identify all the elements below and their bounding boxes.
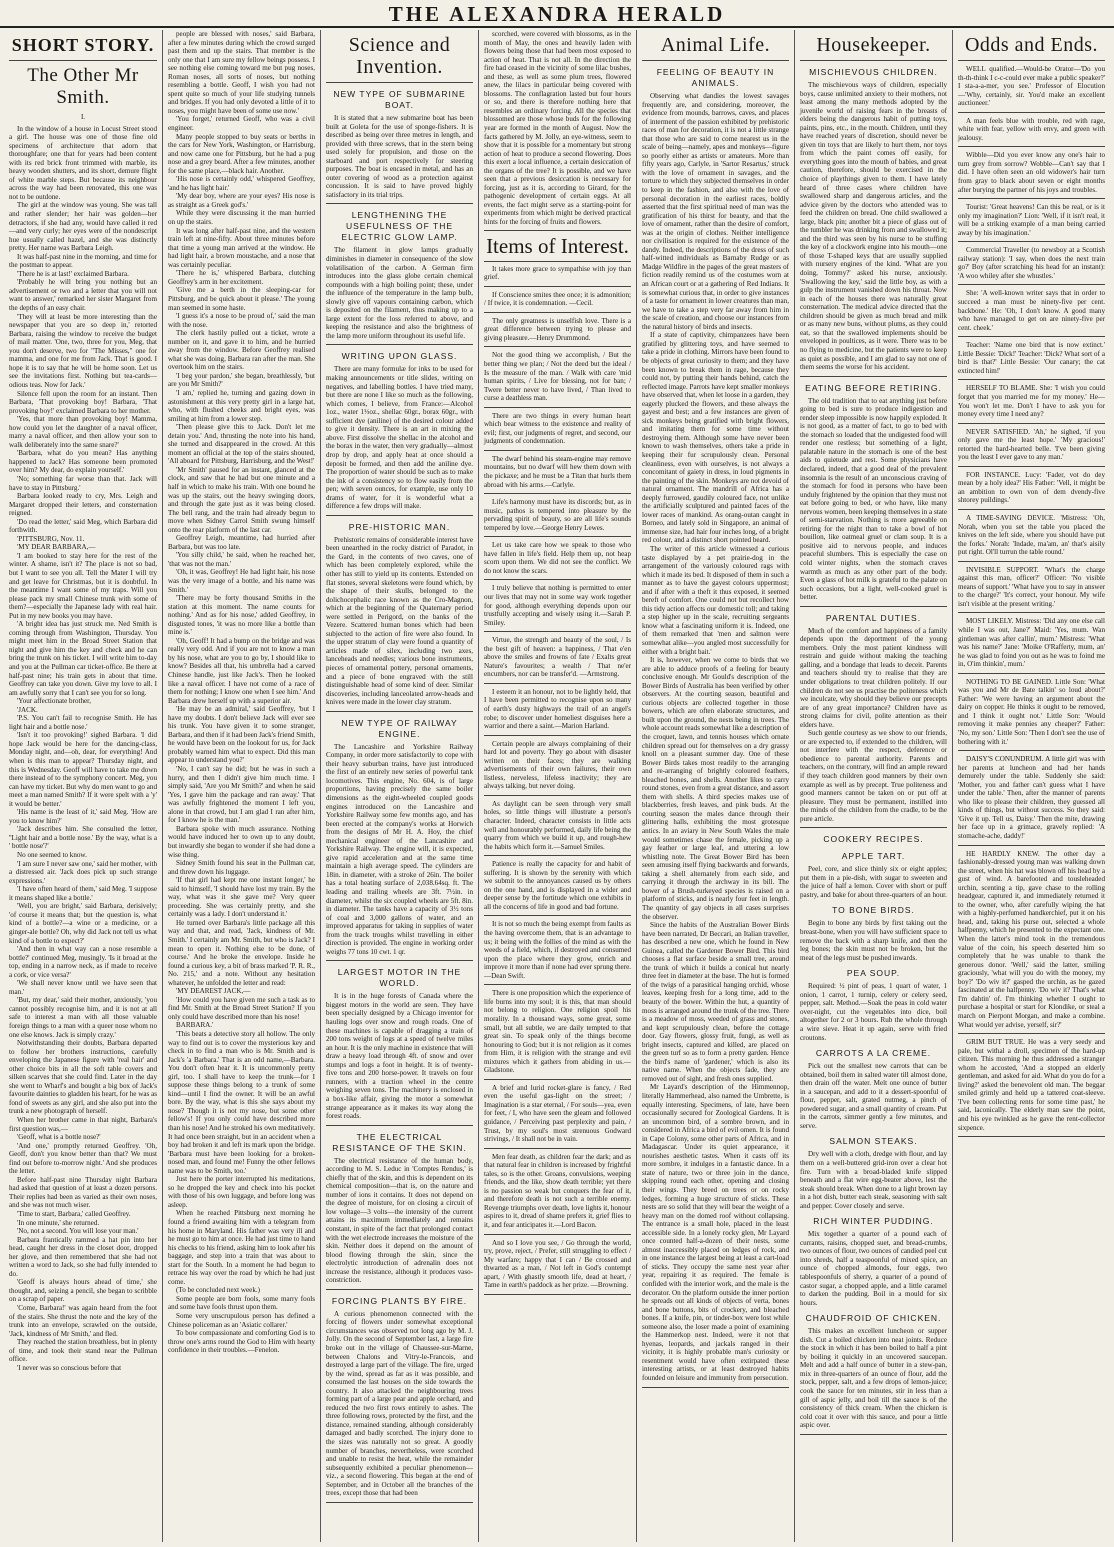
item-paragraph: There are two things in every human heart which bear witness to the existence and reality of evil; first, our judgments of regret, and second, our judgments of condemnation.: [484, 411, 631, 446]
divider: [958, 1033, 1105, 1034]
animal-articles: [642, 67, 789, 1388]
story-paragraph: When her brother came in that night, Barbara's first question was,—: [9, 1115, 157, 1133]
divider: [326, 960, 473, 961]
divider: [326, 203, 473, 204]
recipe-title: CHAUDFROID OF CHICKEN.: [805, 1313, 942, 1324]
joke-item: HE HARDLY KNEW. The other day a fashionably-dressed young man was walking down the street, when his hat was blown off his head by a gust of wind. A barefooted and tousleheaded urchin, scenting a tip, gave chase to the rolling headgear, captured it, and immediately returned it to the owner, who, after carefully wiping the hat with a highly-perfumed handkerchief, put it on his head, and, taking his purse out, selected a whole halfpenny, which he presented to the expectant one. When the latter's mind took in the tremendous value of the coin, his speech deserted him so completely that he was unable to thank the generous donor. 'Well,' said the latter, smiling graciously, 'what will you do with the money, my boy?' 'Do wiv it?' gasped the urchin, as he gazed fascinated at the halfpenny. 'Do wiv it? That's what I'm dahtin' of. I'm thinking whether I ought to purchase a hospital or start for Klondike, or steal a march on Pierpont Morgan, and make a combine. What would yer advise, yerself, sir?': [958, 849, 1105, 1029]
divider: [484, 735, 631, 736]
newspaper-page: [4, 30, 1110, 1542]
story-paragraph: Barbara looked ready to cry, Mrs. Leigh and Margaret dropped their letters, and consternation reigned.: [9, 492, 157, 518]
recipe-title: CARROTS A LA CREME.: [815, 1048, 932, 1059]
divider: [958, 336, 1105, 337]
story-paragraph: 'I am,' replied he, turning and gazing down in astonishment at this very pretty girl in a large hat, who, with flushed cheeks and bright eyes, was smiling at him from a lower step.: [168, 388, 315, 423]
article-title: FORCING PLANTS BY FIRE.: [331, 1295, 468, 1306]
story-paragraph: 'Isn't it too provoking!' sighed Barbara. 'I did hope Jack would be here for the dancing-class, Monday night, and—oh, dear, for everything! And when is this man to appear? Thursday night, and this is Wednesday. Geoff will have to take me down there instead of to the symphony concert. Meg, you can have my ticket. But why do men want to go and meet a man named Smith? If it were spelt with a 'y' it would be better.': [9, 731, 157, 808]
story-paragraph: 'Then please give this to Jack. Don't let me detain you.' And, thrusting the note into his hand, she turned and disappeared in the crowd. At this moment an official at the top of the stairs shouted, 'All aboard for Pittsburg, Harrisburg, and the West!': [168, 423, 315, 466]
story-paragraph: Some people are born fools, some marry fools and some have fools thrust upon them.: [168, 1294, 315, 1312]
story-paragraph: Just here the porter interrupted his meditations, so he dropped the key and check into his pocket with those of his own luggage, and before long was asleep.: [168, 1175, 315, 1209]
newspaper-title: THE ALEXANDRA HERALD: [388, 2, 726, 26]
story-paragraph: 'Your affectionate brother,: [17, 697, 92, 706]
story-paragraph: To bow compassionate and comforting God is to throw one's arms round the God to Him with hearty confidence in their troubles.—Fenelon.: [168, 1329, 315, 1355]
recipe-text: This makes an excellent luncheon or supper dish. Cut a boiled chicken into neat joints. Reduce the stock in which it has been boiled to half a pint by boiling it quickly in an uncovered saucepan. Melt and add a half ounce of butter in a stew-pan, mix in three-quarters of an ounce of flour, add the stock, pepper, salt, and a few drops of lemon-juice; cook the sauce for ten minutes, stir in less than a gill of aspic jelly, and boil till the sauce is of the consistency of thick cream. When the chicken is cold coat it over with this sauce, and pour a little aspic over.: [800, 1327, 947, 1430]
recipe-text: Dry well with a cloth, dredge with flour, and lay them on a well-buttered grid-iron over a clear hot fire. Turn with a broad-bladed knife slipped beneath and a flat wire egg-beater above, lest the steak should break. When done to a light brown lay in a hot dish, butter each steak, seasoning with salt and pepper. Cover closely and serve.: [800, 1150, 947, 1210]
article-paragraph: The Lancashire and Yorkshire Railway Company, in order more satisfactorily to cope with their heavy suburban trains, have just introduced the first of an entirely new series of powerful tank locomotives. This engine, No. 604, is of large proportions, having precisely the same boiler dimensions as the eight-wheeled coupled goods engines introduced on the Lancashire and Yorkshire Railway some few months ago, and has been erected at the company's works at Horwich from the designs of Mr H. A. Hoy, the chief mechanical engineer of the Lancashire and Yorkshire Railway. The engine will, it is expected, give rapid acceleration and at the same time maintain a high average speed. The cylinders are 18in. in diameter, with a stroke of 26in. The boiler has a total heating surface of 2,038.64sq. ft. The leading and trailing wheels are 3ft. 7½in. in diameter, whilst the six coupled wheels are 5ft. 8in. in diameter. The tanks have a capacity of 3½ tons of coal and 3,000 gallons of water, and an improved apparatus for taking in supplies of water from the track troughs whilst travelling in either direction is provided. The engine in working order weighs 77 tons 10 cwt. 1 qr.: [326, 742, 473, 956]
divider: [958, 673, 1105, 674]
divider: [800, 606, 947, 607]
story-paragraph: Barbara frantically rammed a hat pin into her head, caught her dress in the closet door, dropped her glove, and then remembered that she had not written a word to Jack, so she had fully intended to do.: [9, 1235, 157, 1278]
story-paragraph: Sidney Smith found his seat in the Pullman car, and threw down his luggage.: [168, 859, 315, 876]
divider: [958, 112, 1105, 113]
article-paragraph: It is in the huge forests of Canada where the biggest motors in the world are seen. They have been specially designed by a Chicago inventor for hauling logs over snow and rough roads. One of these machines is capable of dragging a train of 200 tons weight of logs at a speed of twelve miles an hour. It is the only machine in existence that will draw a heavy load through 4ft. of snow and over stumps and logs a foot in height. It is of twenty-five tons and 200 horse-power. It travels on four runners, with a traction wheel in the centre weighing seven tons. The machinery is enclosed in a box-like affair, giving the motor a somewhat strange appearance as it makes its way along the forest roads.: [326, 992, 473, 1121]
odds-items: [958, 65, 1105, 1137]
story-paragraph: Notwithstanding their doubts, Barbara departed to follow her brothers instructions, carefully enveloping the Japanese figure with 'real hair' and other choice bits in all the soft table covers and silken scarves that she could find. Later in the day she went to Wharf's and bought a big box of Jack's favourite dainties to gladden his heart, for he was as fond of sweets as any girl, and she also put into the trunk a new photograph of herself.: [9, 1039, 157, 1116]
divider: [958, 509, 1105, 510]
recipe-text: Mix together a quarter of a pound each of currants, raisins, chopped suet, and bread-crumbs, two ounces of flour, two ounces of candied peel cut into shreds, half a teaspoonful of mixed spice, an ounce of chopped almonds, four eggs, two tablespoonfuls of sherry, a quarter of a pound of castor sugar, a chopped apple, and a little caramel to darken the pudding. Boil in a mould for six hours.: [800, 1230, 947, 1307]
story-paragraph: 'In one minute,' she returned.: [17, 1218, 100, 1227]
recipe-title: RICH WINTER PUDDING.: [813, 1216, 934, 1227]
divider: [326, 1125, 473, 1126]
section-heading: Science and Invention.: [348, 34, 451, 78]
item-paragraph: Not the good thing we accomplish, / But the better thing we plan; / Not the deed but the ideal / Is the measure of the man. / Walk with care 'mid human spirits, / Live for blessing, not for ban; / Twere better never to have lived, / Than lived to curse a deathless man.: [484, 351, 631, 403]
story-title: The Other Mr Smith.: [27, 65, 139, 108]
divider: [326, 344, 473, 345]
recipe-text: Peel, core, and slice thinly six or eight apples; put them in a pie-dish, with sugar to sweeten and the juice of half a lemon. Cover with short or puff pastry, and bake for about three-quarters of an hour.: [800, 865, 947, 899]
story-paragraph: 'His name is the least of it,' said Meg. 'How are you to know him?': [9, 808, 157, 825]
story-paragraph: 'You forget,' returned Geoff, who was a civil engineer.: [168, 115, 315, 133]
story-paragraph: 'I have often heard of them,' said Meg. 'I suppose it means shaped like a bottle.': [9, 885, 157, 902]
divider: [484, 493, 631, 494]
story-paragraph: people are blessed with noses,' said Barbara, after a few minutes during which the crowd surged past them and up the stairs. That member is the only one that I am sure my fellow beings possess. I see nothing else coming toward me but pug noses, Roman noses, all sorts of noses, but nothing resembling a bottle. Geoff, I wish you had not spent quite so much of your life studying tunnels and bridges. If you had only devoted a little of it to noses, you might have been of some use now.': [168, 30, 315, 115]
article-paragraph: It is, however, when we come to birds that we are able to adduce proofs of a feeling for beauty conclusive enough. Mr Gould's description of the Bower Birds of Australia has been verified by other observers. At the courting season, beautiful and curious objects are collected together in those bowers, which are often elaborate structures, and built upon the ground, the nests being in trees. The whole account reads somewhat like a description of the croquet, lawn, and tennis houses which ornate children spread out for themselves on a dry grassy knoll on a pleasant summer day. One of these Bower Birds takes most readily to the arranging and re-arranging of brightly coloured feathers, bleached bones, and shells. Another likes to carry round stones, even from a great distance, and assort them with shells. A third species makes use of blackberries, fresh leaves, and pink buds. At the courting season the males dance through their glittering halls, exhibiting the most grotesque antics. In an aviary in New South Wales the male would sometimes chase the female, picking up a gay feather or large leaf, and uttering a low whistling note. The Great Bower Bird has been seen amusing itself flying backwards and forwards, taking a shell alternately from each side, and carrying it through the archway in its bill. The bower of a Brush-turkeyed species is raised on a platform of sticks, and is nearly four feet in length. The quantity of gay objects in all cases surprises the observer.: [642, 656, 789, 921]
article-title: THE ELECTRICAL RESISTANCE OF THE SKIN.: [332, 1131, 467, 1153]
story-paragraph: Barbara spoke with much assurance. Nothing would have induced her to own up to any doubt, but inwardly she began to wonder if she had done a wise thing.: [168, 824, 315, 859]
recipe-title: TO BONE BIRDS.: [832, 905, 915, 916]
item-paragraph: As daylight can be seen through very small holes, so little things will illustrate a person's character. Indeed, character consists in little acts well and honourably performed, daily life being the quarry from which we build it up, and rough-hew the habits which form it.—Samuel Smiles.: [484, 799, 631, 851]
story-paragraph: 'I never was so conscious before that: [17, 1363, 122, 1372]
story-paragraph: 'Oh, it was, Geoffrey! He had light hair, his nose was the very image of a bottle, and his name was Smith.': [168, 568, 315, 594]
item-paragraph: Let us take care how we speak to those who have fallen in life's field. Help them up, not heap scorn upon them. We did not see the conflict. We do not know the scars.: [484, 541, 631, 575]
joke-item: She: 'A well-known writer says that in order to succeed a man must be ninety-five per cent. backbone.' He: 'Oh, I don't know. A good many who have managed to get on are ninety-five per cent. cheek.': [958, 289, 1105, 332]
story-paragraph: 'Barbara, what do you mean? Has anything happened to Jack? Has someone been promoted over him? My dear, do explain yourself.': [9, 449, 157, 475]
story-paragraph: 'And then in what way can a nose resemble a bottle?' continued Meg, musingly. 'Is it broad at the top, ending in a narrow neck, as if made to receive a cork, or vice versa?': [9, 945, 157, 979]
divider: [326, 711, 473, 712]
section-heading: Items of Interest.: [486, 233, 629, 258]
joke-item: Wibble—Did you ever know any one's hair to turn grey from sorrow? Wobble—Can't say that I did. I have often seen an old widower's hair turn from gray to black about seven or eight months after burying the partner of his joys and troubles.: [958, 151, 1105, 194]
story-paragraph: Geoffrey Leigh, meantime, had hurried after Barbara, but was too late.: [168, 534, 315, 551]
article-paragraph: scorched, were covered with blossoms, as in the month of May, the ones and heavily laden with flowers being those that had been most exposed to action of heat. That is not all. In the direction the fire had ceased in the vicinity of some lilac bushes, and these, as well as some plum trees, flowered anew, the lilacs in particular being covered with blossoms. The conflagration lasted but four hours or so, and there is therefore nothing here that resembles an ordinary forcing. All the species that blossomed are those whose buds for the following year are formed in the month of August. Now the facts gathered by M. Jolly, an eye-witness, seem to show that it is possible for a momentary but strong action of heat to produce a second flowering. Does this exert a local influence, a certain desiccation of the organs of the tree? It is possible, and we have seen that a previous desiccation is necessary for forcing, just as it is, according to Girard, for the pathogenic development of certain eggs. At all events, the fact might serve as a starting-point for experiments from which might be derived practical hints for the forcing of fruits and flowers.: [484, 30, 631, 227]
divider: [958, 750, 1105, 751]
article-title: COOKERY RECIPES.: [823, 834, 924, 845]
masthead: [0, 0, 1114, 28]
story-paragraph: BARBARA.': [176, 1021, 214, 1030]
divider: [958, 241, 1105, 242]
item-paragraph: I esteem it an honour, not to be lightly held, that I have been permitted to recognise upon so many of earth's dusty highways the trail of an angel's robe; to discover under homeliest disguises here a warrior and there a saint.—Marion Harland.: [484, 687, 631, 731]
housekeeper-articles: [800, 67, 947, 1435]
joke-item: Tourist: 'Great heavens! Can this be real, or is it only my imagination?' Lion: 'Well, if it isn't real, it will be a striking example of a man being carried away by his imagination.': [958, 203, 1105, 237]
article-paragraph: It is stated that a new submarine boat has been built at Goleta for the use of sponge-fishers. It is described as being over three metres in length, and provided with three screws, that in the stern being used solely for propulsion, and those on the starboard and port respectively for steering purposes. The boat is encased in metal, and has an outer covering of wood as a protection against concussion. It is said to have proved highly satisfactory in its trial trips.: [326, 114, 473, 199]
story-paragraph: Many people stopped to buy seats or berths in the cars for New York, Washington, or Harrisburg, and now came one for Pittsburg, but he had a pug nose and a grey beard. After a few minutes, another for the same place,—black hair. Another.: [168, 132, 315, 175]
story-paragraph: 'A bright idea has just struck me. Ned Smith is coming through from Washington, Thursday. You might meet him in the Broad Street Station that night and give him the key and check and he can bring the trunk on his ticket. I will write him to-day and you at the Pullman car ticket-office. Be there at half-past nine; his train gets in about that time. Geoffrey can take you down. Give my love to all. I am awfully sorry that I can't see you for so long.: [9, 620, 157, 697]
item-paragraph: Life's harmony must have its discords; but, as in music, pathos is tempered into pleasure by the pervading spirit of beauty, so are all life's sounds tempered by love.—George Henry Lewes.: [484, 498, 631, 532]
divider: [484, 579, 631, 580]
article-paragraph: Since the habits of the Australian Bower Birds have been narrated, Dr Beccari, an Italian traveller, has described a new one, which he found in New Guinea, called the Gardener Bower Bird. This bird chooses a flat surface beside a small tree, around the trunk of which it builds a conical hut nearly three feet in diameter at the base. The hut is formed of the twigs of a parasitical hanging orchid, whose leaves, keeping fresh for a long time, add to the beauty of the bower. Within the hut, a quantity of moss is arranged around the trunk of the tree. There is a meadow of moss, weeded of grass and stones, and kept scrupulously clean, before the cottage door. Gay flowers, glossy fruit, fungi, as well as bright insects, captured and killed, are placed on the green turf so as to form a pretty garden. Hence the bird's name of 'gardener,' which is also its native name. When the objects fade, they are removed out of sight, and fresh ones supplied.: [642, 921, 789, 1083]
story-paragraph: 'I beg your pardon,' she began, breathlessly, 'but are you Mr Smith?': [168, 371, 315, 389]
story-paragraph: 'I guess it's a nose to be proud of,' said the man with the nose.: [168, 312, 315, 329]
divider: [958, 284, 1105, 285]
story-paragraph: 'Well, you are bright,' said Barbara, derisively; 'of course it means that; but the question is, what kind of a bottle?—a wine or a medicine, or a ginger-ale bottle? Oh, why did Jack not tell us what kind of a bottle to expect?': [9, 902, 157, 945]
story-paragraph: 'P.S. You can't fail to recognise Smith. He has light hair and a bottle nose.': [9, 714, 157, 731]
recipe-title: APPLE TART.: [841, 851, 906, 862]
story-paragraph: 'There may be forty thousand Smiths in the station at this moment. The name counts for nothing.' And as for his nose,' added Geoffrey, in disgusted tones, 'it was no more like a bottle than mine is.': [168, 594, 315, 637]
divider: [484, 1079, 631, 1080]
story-paragraph: 'We shall never know until we have seen that man.': [9, 979, 157, 996]
column-odds-and-ends: [952, 30, 1110, 1542]
article-title: LARGEST MOTOR IN THE WORLD.: [337, 967, 462, 989]
item-paragraph: A brief and lurid rocket-glare is fancy, / Red even the useful gas-light on the street; / Imagination is a star eternal, / For souls—yea, even for feet, / I, who have seen the gleam and followed guidance, / Perceiving past perplexity and pain, / Trust, by my soul's most strenuous Godward strivings, / It shall not be in vain.: [484, 1083, 631, 1144]
article-paragraph: Observing what dandies the lowest savages frequently are, and considering, moreover, the evidence from mounds, barrows, caves, and places of interment of the passion exhibited by prehistoric races of man for decoration, it is not a little strange that those who are said to come nearest us in the scale of being—namely, apes and monkeys—figure so poorly either as artists or amateurs. More than fifty years ago, Carlyle, in 'Sartor Resartus,' struck with the love of ornament in savages, and the torture to which they subjected themselves in order to keep in the fashion, and also with the love of personal decoration in the earliest races, boldly asserted that the first spiritual need of man was the gratification of his thirst for beauty, and that the love of ornament, rather than the desire of comfort, was at the origin of clothes. Neither intelligence nor civilisation is required for the existence of the dandy. Indeed, the descriptions of the dress of such half-witted individuals as Barnaby Rudge or as Madge Wildfire in the pages of the great masters of fiction readily remind us of the costumes worn at an African court or at a gathering of Red Indians. It is somewhat curious that, in order to give instances of a taste for ornament in lower creatures than man, we have to take a step very far away from him in the scale of creation, and choose our instances from the natural history of birds and insects.: [642, 92, 789, 331]
story-paragraph: The clerk hastily pulled out a ticket, wrote a number on it, and gave it to him, and he hurried away from the window. Before Geoffrey realised what she was doing, Barbara ran after the man. She overtook him on the stairs.: [168, 329, 315, 372]
item-paragraph: And so I love you see, / Go through the world, try, prove, reject, / Prefer, still struggling to effect / My warfare; happy that I can / Be crossed and thwarted as a man, / Not left in God's contempt apart, / With ghastly smooth life, dead at heart, / Tame in earth's paddock as her prize. —Browning.: [484, 1238, 631, 1290]
story-paragraph: It was long after half-past nine, and the western train left at nine-fifty. About three minutes before that time a young man arrived at the window. He had light hair, a brown moustache, and a nose that was certainly peculiar.: [168, 226, 315, 269]
article-title: EATING BEFORE RETIRING.: [805, 382, 942, 393]
joke-item: Teacher: 'Name one bird that is now extinct.' Little Bessie: 'Dick!' Teacher: 'Dick? What sort of a bird is that?' Little Bessie: 'Our canary; the cat extincted him!': [958, 341, 1105, 375]
story-paragraph: 'Do read the letter,' said Meg, which Barbara did forthwith.: [9, 517, 157, 535]
story-paragraph: 'Geoff, what is a bottle nose?': [17, 1133, 101, 1142]
divider: [484, 915, 631, 916]
section-heading: SHORT STORY.: [11, 35, 155, 55]
story-body-continued: [168, 30, 315, 1355]
article-paragraph: Such gentle courtesy as we show to our friends, or are expected to, if extended to the children, will not interfere with the respect, deference or obedience to parental authority. Parents and teachers, on the contrary, will find an ample reward if they teach children good manners by their own example as well as by precept. True politeness and good manners cannot be taken on or put off at pleasure. They must be permanent, instilled into the minds of the children from the cradle, to be the pure article.: [800, 729, 947, 823]
story-body: [9, 125, 157, 1373]
divider: [484, 984, 631, 985]
divider: [800, 827, 947, 828]
story-paragraph: Some very unscrupulous person has defined a Chinese policeman as an 'Asiatic collarer.': [168, 1312, 315, 1329]
items-heading-box: [484, 230, 631, 262]
divider: [484, 1234, 631, 1235]
story-paragraph: 'Come, Barbara!' was again heard from the foot of the stairs. She thrust the note and the key of the trunk into an envelope, scrawled on the outside, 'Jack, kindness of Mr Smith,' and fled.: [9, 1304, 157, 1338]
story-paragraph: 'But, my dear,' said their mother, anxiously, 'you cannot possibly recognise him, and it is not at all safe to interest a man with all those valuable foreign things to a man with a queer nose whom no one else knows. Jack is simply crazy.': [9, 996, 157, 1039]
item-paragraph: It is not so much the being exempt from faults as the having overcome them, that is an advantage to us; it being with the follies of the mind as with the weeds of a field, which, if destroyed and consumed upon the place where they grow, enrich and improve it more than if none had ever sprung there.—Dean Swift.: [484, 920, 631, 980]
article-paragraph: The old tradition that to eat anything just before going to bed is sure to produce indigestion and render sleep impossible is now happily exploded. It is not good, as a matter of fact, to go to bed with the stomach so loaded that the undigested food will render one restless; but something of a light, palatable nature in the stomach is one of the best aids to quietude and rest. Some physicians have declared, indeed, that a good deal of the prevalent insomnia is the result of an unconscious craving of the stomach for food in persons who have been unduly frightened by the opinion that they must not eat before going to bed, or who have, like many nervous women, been keeping themselves in a state of semi-starvation. Nothing is more agreeable on retiring for the night than to take a bowl of hot bouillon, like oatmeal gruel or clam soup. It is a positive aid to nervous people, and induces peaceful slumbers. This is especially the case on cold winter nights, when the stomach craves warmth as much as any other part of the body. Even a glass of hot milk is grateful to the palate on such occasions, but a light, well-cooked gruel is better.: [800, 396, 947, 602]
joke-item: GRIM BUT TRUE. He was a very seedy and pale, but withal a droll, specimen of the hard-up citizen. This morning he thus addressed a stranger whom he accosted, 'And a stopped an elderly gentleman, and asked for aid. What do you do for a living?' asked the benevolent old man. The beggar smiled grimly and held up a tattered coat-sleeve. 'I've been collecting rents for some time past,' he said, laconically. The elderly man saw the point, and his eye twinkled as he gave the rent-collector sixpence.: [958, 1038, 1105, 1132]
article-paragraph: If a state of captivity, chimpanzees have been gratified by glittering toys, and have seemed to take a pride in clothing. Mirrors have been found to be objects of great curiosity to them; and they have been known to break them in rage, because they could not, by putting their hands behind, catch the reflected image. Parrots have kept smaller monkeys have observed that, when let loose in a garden, they eagerly plucked the flowers, and these always the gayest and best; and a few instances are given of sick monkeys being gratified with bright flowers, and imitating them for some time without destroying them. Although some have never been known to wash themselves, others take a pride in keeping their fur scrupulously clean. Personal cleanliness, even with ourselves, is not always a concomitant of gaiety in dress, in loud pigments in the painting of the skin. Monkeys are not devoid of natural ornament. The mandrill of Africa has a deeply furrowed, gaudily coloured face, not unlike the artificially sculptured and painted faces of the lower races of mankind. As orang-outan caught in Borneo, and lately sold in Singapore, an animal of immense size, had hair four inches long, of a bright red colour, and a distinct short pointed beard.: [642, 331, 789, 545]
column-science: [320, 30, 478, 1542]
section-heading: Odds and Ends.: [964, 34, 1099, 56]
item-paragraph: It takes more grace to sympathise with joy than grief.: [484, 264, 631, 282]
story-paragraph: 'My dear boy, where are your eyes? His nose is as straight as a Greek god's.': [168, 192, 315, 209]
article-title: PARENTAL DUTIES.: [825, 612, 922, 623]
article-title: MISCHIEVOUS CHILDREN.: [809, 67, 938, 77]
item-paragraph: There is one proposition which the experience of life burns into my soul; it is this, that man should not belong to religion. One religion spoil his morality. In a thousand ways, some great, some small, but all subtle, we are daily tempted to that great sin. To speak only of the things become honouring to God; but it is not religion as it comes from Him, it is religion with the strange and evil mixtures which it gathers from abiding in us.—Gladstone.: [484, 989, 631, 1075]
joke-item: NEVER SATISFIED. 'Ah,' he sighed, 'if you only gave me the least hope.' 'My gracious!' retorted the hard-hearted belle. 'I've been giving you the least I ever gave to any man.': [958, 427, 1105, 462]
divider: [326, 1289, 473, 1290]
divider: [326, 515, 473, 516]
divider: [484, 855, 631, 856]
joke-item: DAISY'S CONUNDRUM. A little girl was with her parents at luncheon and had her hands demurely under the table. Suddenly she said: 'Mother, you and father can't guess what I have under the table.' Then, after the manner of parents who like to please their children, they guessed all kinds of things, but without success. So they said: 'Give it up. Tell us, Daisy.' Then the mite, drawing her face up in a grimace, gravely replied: 'A stomache-ache, daddy!': [958, 755, 1105, 841]
story-paragraph: He turned over Barbara's little package all this way and that, and read, 'Jack, kindness of Mr. Smith.' I certainly am Mr. Smith, but who is Jack? I mean to open it. Nothing else to be done, of course.' And he broke the envelope. Inside he found a curious key, a bit of brass marked 'P. R. R., No. 215,' and a note. Without any hesitation whatever, he unfolded the letter and read:: [168, 918, 315, 987]
divider: [484, 631, 631, 632]
story-paragraph: No one seemed to know.: [17, 851, 87, 860]
column-story-continued: [162, 30, 320, 1542]
story-paragraph: 'He may be an admiral,' said Geoffrey, 'but I have my doubts. I don't believe Jack will ever see his trunk. You have given it to some stranger, Barbara, and then if it had been Jack's friend Smith, he would have been on the lookout for us, for Jack probably warned him what to expect. Did this man appear to understand you?': [168, 705, 315, 765]
column-animal-life: [636, 30, 794, 1542]
divider: [958, 1136, 1105, 1137]
story-paragraph: 'Jack describes him. She consulted the letter, ''Light hair and a bottle nose.' By the way, what is a ' bottle nose'?': [9, 825, 157, 851]
item-paragraph: I truly believe that nothing is permitted to enter our lives that may not in some way work together for good, although everything depends upon our trustfully accepting and wisely using it.—Sarah P. Smiley.: [484, 584, 631, 627]
article-title: PRE-HISTORIC MAN.: [348, 521, 451, 532]
divider: [9, 60, 157, 61]
article-title: FEELING OF BEAUTY IN ANIMALS.: [656, 67, 775, 88]
story-paragraph: 'I am sure I never saw one,' said her mother, with a distressed air. 'Jack does pick up such strange expressions.': [9, 859, 157, 885]
joke-item: FOR INSTANCE. Lucy: 'Fader, vot do dey mean by a holy idea?' His Father: 'Vell, it might be an ambition to own von of dem dvendy-five shtorey puildings.': [958, 470, 1105, 505]
story-paragraph: 'This beats a detective story all hollow. The only way to find out is to cover the mysterious key and check in to find a man who is Mr. Smith and is Jack's 'a Barbara.' That is an odd name,—Barbara. You don't often hear it. It is uncommonly pretty girl, too. I shall have to keep the trunk—for I suppose these things belong to a trunk of some kind—until I find the owner. It will be an awful bore. By the way, what is this she says about my nose? Though it is not my nose, but some other fellow's! If you only could have described more than his nose! And he stroked his own meditatively. It had once been straight, but in an accident when a boy had broken it and left its mark upon the bridge. 'Barbara must have been looking for a broken-nosed man, and found me! Funny the other fellows name was to be Smith, too.': [168, 1029, 315, 1175]
story-paragraph: 'PITTSBURG, Nov. 11.: [17, 534, 85, 543]
column-short-story: [4, 30, 162, 1542]
story-paragraph: 'I am booked to stay here for the rest of the winter. A shame, isn't it? The place is not so bad, but I want to see you all. Tell the Mater I will try and get leave for Christmas, but it is doubtful. In the meantime I want some of my traps. Will you please pack my small Chinese trunk with some of them?—especially the Japanese lady with real hair. Put in my new books you may have.: [9, 551, 157, 620]
divider: [800, 376, 947, 377]
story-paragraph: 'JACK.: [17, 705, 38, 714]
chapter-number: I.: [80, 113, 86, 121]
divider: [484, 450, 631, 451]
column-housekeeper: [794, 30, 952, 1542]
story-paragraph: 'Give me a berth in the sleeping-car for Pittsburg, and be quick about it please.' The young man seemed in some haste.: [168, 286, 315, 312]
divider: [958, 845, 1105, 846]
divider: [484, 536, 631, 537]
item-paragraph: Certain people are always complaining of their hard lot and poverty. They go about with disaster written on their faces; they are walking advertisements of their own failures, their own listless, nerveless, lifeless inactivity; they are always talking, but never doing.: [484, 739, 631, 791]
recipe-text: Begin to bone any birds by first taking out the breast-bone, when you will have sufficient space to remove the back with a sharp knife, and then the leg bones; the skin must not be broken, but the meat of the legs must be pushed inwards.: [800, 919, 947, 962]
article-paragraph: Prehistoric remains of considerable interest have been unearthed in the rocky district of Paradot, in the Gard, in the contents of two caves, one of which has been completely explored, while the other has still to yield up its contents. Extended on flat stones, several skeletons were found which, by the shape of their skulls, belonged to the dolichocephalic race known as the Cro-Magnon, which at the beginning of the Quaternary period were settled in Perigord, on the banks of the Vezere. Scattered human bones which had been subjected to the action of fire were also found. In the upper stratum of clay were found a quantity of articles made of silex, including two axes, lanceheads and needles; various bone instruments, pieces of ornamental pottery, personal ornaments, and a piece of bone engraved with the still distinguishable head of some kind of deer. Similar discoveries, including lanceolated arrow-heads and knives were made in the lower clay stratum.: [326, 535, 473, 707]
divider: [642, 1387, 789, 1388]
divider: [484, 407, 631, 408]
story-paragraph: 'If that girl had kept me one instant longer,' he said to himself, 'I should have lost my train. By the way, what was it she gave me? Very queer proceeding. She was certainly pretty, and she certainly was a lady. I don't understand it.': [168, 876, 315, 919]
story-paragraph: 'You silly child,' he said, when he reached her, 'that was not the man.': [168, 551, 315, 568]
joke-item: INVISIBLE SUPPORT. 'What's the charge against this man, officer?' Officer: 'No visible means of support.' 'What have you to say in answer to the charge?' 'It's correct, your honour. My wife isn't visible at the present writing.': [958, 565, 1105, 608]
article-paragraph: Much of the comfort and happiness of a family depends upon the deportment of the young members. Only the most patient kindness will restrain and guide without making the teaching galling, and a bondage that leads to deceit. Parents and teachers should try to realise that they are under obligations to treat children politely. If our children do not see us practise the politeness which we inculcate, why should they believe our precepts are of any great importance? Children have as strong claims for civil, polite attention as their elders have.: [800, 626, 947, 729]
joke-item: WELL qualified.—Would-be Orator—'Do you th-th-think I c-c-could ever make a public speaker?' I sta-a-a-mer, you see.' Professor of Elocution—'Why, certainly, sir. You'd make an excellent auctioneer.': [958, 65, 1105, 108]
article-paragraph: The electrical resistance of the human body, according to M. S. Leduc in 'Comptes Rendus,' is chiefly that of the skin, and this is dependent on its chemical composition—that is, on the nature and number of ions it contains. It does not depend on the degree of moisture, for on closing a circuit of low voltage—3 volts—the intensity of the current attains its maximum immediately and remains constant, in spite of the fact that prolonged contact with the wet electrode increases the moisture of the skin. Neither does it depend on the amount of blood flowing through the skin, since the electrolytic introduction of adrenalin does not increase the resistance, although it produces vaso-constriction.: [326, 1156, 473, 1285]
story-paragraph: While they were discussing it the man hurried on up the stairs.: [168, 209, 315, 227]
column-items: [478, 30, 636, 1542]
story-paragraph: 'No; something far worse than that. Jack will have to stay in Pittsburg.': [9, 474, 157, 492]
divider: [326, 82, 473, 83]
item-paragraph: The only greatness is unselfish love. There is a great difference between trying to please and giving pleasure.—Henry Drummond.: [484, 316, 631, 342]
joke-item: A man feels blue with trouble, red with rage, white with fear, yellow with envy, and green with jealousy.: [958, 116, 1105, 142]
story-paragraph: Silence fell upon the room for an instant. Then Barbara, 'That provoking boy! Barbara, 'That provoking boy!' exclaimed Barbara to her mother.: [9, 389, 157, 415]
story-paragraph: 'There he is at last!' exclaimed Barbara.: [17, 269, 129, 278]
divider: [958, 146, 1105, 147]
recipe-text: Required: ½ pint of peas, 1 quart of water, 1 onion, 1 carrot, 1 turnip, celery or celery seed, pepper, salt. Method.—Soak the peas in cold water over-night, cut the vegetables into dice, boil altogether for 2 or 3 hours. Rub the whole through a wire sieve. Heat it up again, serve with fried croutons.: [800, 982, 947, 1042]
joke-item: A TIME-SAVING DEVICE. 'Mistress: 'Oh, Norah, when you set the table you placed the knives on the left side, where you should have put the forks.' Norah: 'Indade, ma'am, an' that's aisily put right. Ol'll turrun the table round.': [958, 513, 1105, 557]
article-title: WRITING UPON GLASS.: [341, 351, 458, 362]
joke-item: MOST LIKELY. Mistress: 'Did any one else call while I was out, Jane?' Maid: 'Yes, mum. Wan gintleman was after callin', mum.' Mistress: 'What was his name?' Jane: 'Moike O'Rafferty, mum, an' he was glad to foind you out as he was to foind me in, O'im thinkin', mum.': [958, 617, 1105, 669]
divider: [484, 1148, 631, 1149]
item-paragraph: Patience is really the capacity for and habit of suffering. It is shown by the serenity with which we submit to the annoyances caused us by others on the one hand, and is displayed in a wider and deeper sense by the fortitude which one exhibits in all the concerns of life in good and bad fortune.: [484, 860, 631, 911]
story-paragraph: 'Probably he will bring you nothing but an advertisement or two and a letter that you will not want to answer,' remarked her sister Margaret from the depths of an easy chair.: [9, 278, 157, 313]
divider: [800, 60, 947, 61]
divider: [958, 60, 1105, 61]
item-paragraph: The dwarf behind his steam-engine may remove mountains, but no dwarf will hew them down with the pickaxe; and he must be a Titan that hurls them abroad with his arms.—Carlyle.: [484, 454, 631, 489]
divider: [958, 612, 1105, 613]
story-paragraph: 'Mr Smith' paused for an instant, glanced at the clock, and saw that he had but one minute and a half in which to make his train. With one bound he was up the stairs, out the heavy swinging doors, and through the gate just as it was being closed. The bell rang, and the train had already begun to move when Sidney Carrol Smith swung himself onto the rear platform of the last car.: [168, 465, 315, 534]
divider: [326, 1502, 473, 1503]
item-paragraph: Men fear death, as children fear the dark; and as that natural fear in children is increased by frightful tales, so is the other. Groans, convulsions, weeping friends, and the like, show death terrible; yet there is no passion so weak but conquers the fear of it, and therefore death is not such a terrible enemy. Revenge triumphs over death, love lights it, honour aspires to it, dread of shame prefers it, grief flies to it, and fear anticipates it.—Lord Bacon.: [484, 1152, 631, 1229]
divider: [484, 795, 631, 796]
story-paragraph: 'No, I can't say he did; but he was in such a hurry, and then I didn't give him much time. I simply said, 'Are you Mr Smith?' and when he said 'Yes, I gave him the package and ran away.' That was awfully frightened the moment I left you, alone in that crowd, but I am glad I ran after him, for I know he is the man.': [168, 765, 315, 825]
article-paragraph: The mischievous ways of children, especially boys, cause unlimited anxiety to their mothers, not least among the many methods adopted by the juvenile world of raising fears in the breasts of elders being the dangerous habit of putting toys, paints, pins, etc., in the mouth. Children, until they have reached years of discretion, should never be given tin toys that are likely to hurt them, nor toys from which the paint comes off easily, for everything goes into the mouth of babies, and great caution, therefore, should be exercised in the choice of playthings given to them. I have lately heard of three cases where children have swallowed sharp and dangerous articles, and the advice given by the doctors who attended was to feed the children on bread. One child swallowed a large, black pin; another bit a piece of glass out of the tumbler he was drinking from and swallowed it; and the third was seen by his nurse to be stuffing the key of a clockwork engine into his mouth—one of those T-shaped keys that are usually supplied with nursery engines of the kind. 'What are you doing, Tommy?' asked his nurse, anxiously. 'Swallowing the key,' said the little boy, as with a gulp the instrument vanished down his throat. Now in each of the houses there was naturally great consternation. The medical advice directed that the children should be given as much bread and milk or as many new buns, without plums, as they could eat, so that the swallowed implements should be enveloped in poultices, as it were. There was to be no flying to medicine, but the patients were to keep as quiet as possible, and I am glad to say not one of them seems the worse for his accident.: [800, 81, 947, 372]
story-paragraph: 'Geoff is always hours ahead of time,' she thought, and, seizing a pencil, she began to scribble on a scrap of paper.: [9, 1278, 157, 1304]
divider: [958, 198, 1105, 199]
story-paragraph: It was half-past nine in the morning, and time for the postman to appear.: [9, 252, 157, 270]
story-paragraph: 'Time to start, Barbara,' called Geoffrey.: [17, 1210, 131, 1218]
story-paragraph: In the window of a house in Locust Street stood a girl. The house was one of those fine old specimens of architecture that adorn that thoroughfare; one that for years had been content with its red brick front trimmed with marble, its heavy wooden shutters, and its short, demure flight of white marble steps. But because its neighbour across the way had been renovated, this one was not to be outdone.: [9, 124, 157, 201]
article-title: NEW TYPE OF RAILWAY ENGINE.: [341, 717, 458, 739]
divider: [958, 466, 1105, 467]
story-paragraph: (To be concluded next week.): [176, 1286, 261, 1295]
story-paragraph: 'How could you have given me such a task as to find Mr. Smith at the Broad Street Station? If you only could have described more than his nose!: [168, 995, 315, 1021]
science-articles: [326, 89, 473, 1503]
story-paragraph: When he reached Pittsburg next morning he found a friend awaiting him with a telegram from his home in Maryland. His father was very ill and he must go to him at once. He had just time to hand his checks to his friend, asking him to look after his baggage, and step into a train that was about to start for the South. In a moment he had begun to retrace his way over the road by which he had just come.: [168, 1209, 315, 1286]
joke-item: NOTHING TO BE GAINED. Little Son: 'What was you and Mr de Bate talkin' so loud about?' Father: 'We were having an argument about the dairy on copper. He thinks it ought to be removed, and I think it ought not.' Little Son: 'Would removing it make pennies any cheaper?' Father: 'No, my son.' Little Son: 'Then I don't see the use of bothering with it.': [958, 677, 1105, 746]
section-heading: Animal Life.: [660, 34, 771, 56]
science-article-continued: [484, 30, 631, 227]
article-title: NEW TYPE OF SUBMARINE BOAT.: [333, 89, 466, 110]
item-paragraph: If Conscience smites thee once; it is admonition; / If twice, it is condemnation. —Cecil.: [484, 290, 631, 308]
article-paragraph: A curious phenomenon connected with the forcing of flowers under somewhat exceptional circumstances was observed not long ago by M. J. Jolly. On the second of September last, a large fire broke out in the village of Chaussee-sur-Marne, between Chalons and Vitry-le-Francois, and destroyed a large part of the village. The fire, urged by the wind, spread as far as it was possible, and consumed the last houses on the side towards the country. It also attacked the neighbouring trees forming part of a large pear and apple orchard, and reduced the two first rows entirely to ashes. The three following rows, protected by the first, and the distance, remained standing, although considerably damaged and badly scorched. The injury done to the sizes was naturally not so great. A goodly number of branches, nevertheless, were scorched and unable to resist the heat, while the remainder subsequently exhibited a peculiar phenomenon—viz., a second flowering. This began at the end of September, and in October all the branches of the trees, except those that had been: [326, 1309, 473, 1498]
story-paragraph: 'There he is,' whispered Barbara, clutching Geoffrey's arm in her excitement.: [168, 269, 315, 286]
story-paragraph: 'And one,' promptly returned Geoffrey. 'Oh, Geoff, don't you know better than that? We must find out before to-morrow night.' And she produces the letter.: [9, 1141, 157, 1176]
story-paragraph: 'MY DEAR BARBARA,—: [17, 543, 96, 552]
story-paragraph: Before half-past nine Thursday night Barbara had asked that question of at least a dozen persons. Their replies had been as varied as their own noses, and she was not much wiser.: [9, 1175, 157, 1210]
article-paragraph: Mr Layard's description of the Himmennop, literally Hammerhead, also named the Umbrette, is equally interesting. Specimens, of late, have been occasionally secured for Zoological Gardens. It is an uncommon bird, of a sombre brown, and in considered in Africa a bird of evil omen. It is found in Cape Colony, some other parts of Africa, and in Madagascar. Under its quiet appearance, it nourishes aesthetic tastes. When it casts off its more sombre, it indulges in a fantastic dance. In a state of nature, two or three join in the dance, skipping round each other, opening and closing their wings. They breed on trees or on rocky ledges, forming a huge structure of sticks. These nests are so solid that they will bear the weight of a heavy man on the domed roof without collapsing. The entrance is a small hole, placed in the least accessible side. In a lonely rocky glen, Mr Layard once counted half-a-dozen of their nests, some almost inaccessibly placed on ledges of rock, and in one instance the largest being at least a cart-load of sticks. They occupy the same nest year after year, repairing it as required. The female is confided with the interior work, and the male is the decorator. On the platform outside the inner portion he spreads out all kinds of objects of verta, bones and bone buttons, bits of crockery, and bleached bones. If a knife, pin, or tinder-box were lost while someone also, the loser made a point of examining the Hammerkop nest. Indeed, were it not that hyenas, leopards, and jackals ranged in their vicinity, it is highly probable man's curiosity or resentment would have often extirpated these interesting artists, or at least destroyed habits founded on leisure and immunity from persecution.: [642, 1083, 789, 1383]
joke-item: HERSELF TO BLAME. She: 'I wish you could forget that you married me for my money.' He—You won't let me. Don't I have to ask you for money every time I need any?: [958, 384, 1105, 419]
divider: [958, 423, 1105, 424]
story-paragraph: The girl at the window was young. She was tall and rather slender; her hair was golden—her detractors, if she had any, would have called it red—and very curly; her eyes were of the nondescript hue usually called hazel, and she was distinctly pretty. Her name was Barbara Leigh.: [9, 201, 157, 253]
recipe-text: Pick out the smallest new carrots that can be obtained, boil them in salted water till almost done, then drain off the water. Melt one ounce of butter in a saucepan, and add to it a dessert-spoonful of flour, pepper, salt, grated nutmeg, a pinch of powdered sugar, and a small quantity of cream. Put in the carrots, simmer gently a few minutes, and serve.: [800, 1062, 947, 1130]
story-paragraph: 'No, not a second. You will lose your man.': [17, 1227, 139, 1236]
article-paragraph: There are many formulæ for inks to be used for making announcements or title slides, writing on negatives, and labelling bottles. I have tried many, but there are none I like so much as the following, which comes, I believe, from France:—Alcohol 1oz., water 1⅓oz., shellac 60gr., borax 60gr., with sufficient dye (aniline) of the desired colour added to give it density. There is an art in mixing the above. First dissolve the shellac in the alcohol and the borax in the water, then very gradually—almost drop by drop, and apply heat at once should a deposit be formed, and then add the aniline dye. The proportion of water should be such as to make the ink of a consistency so to flow easily from the pen; with seven ounces, for example, use only 10 drams of water, for it is wonderful what a difference a few drops will make.: [326, 365, 473, 511]
divider: [958, 379, 1105, 380]
section-heading: Housekeeper.: [816, 34, 931, 56]
story-paragraph: 'MY DEAREST JACK,—: [176, 987, 251, 996]
story-paragraph: 'Oh, Geoff! It had a bump on the bridge and was really very odd. And if you are not to know a man by his nose, what are you to go by, I should like to know? Besides all that, his umbrella had a carved Chinese handle, just like Jack's. Then he looked like a naval officer. I have not come of a race of them for nothing; I know one when I see him.' And Barbara drew herself up with a superior air.: [168, 636, 315, 705]
story-paragraph: They reached the station breathless, but in plenty of time, and took their stand near the Pullman office.: [9, 1338, 157, 1364]
story-paragraph: 'Yes, that more than provoking boy! Mamma, how could you let the daughter of a naval officer, marry a naval officer, and then allow your son to walk deliberately into the same snare?': [9, 415, 157, 449]
divider: [642, 60, 789, 61]
recipe-title: SALMON STEAKS.: [829, 1136, 918, 1147]
article-title: LENGTHENING THE USEFULNESS OF THE ELECTRIC GLOW LAMP.: [341, 210, 458, 243]
divider: [484, 312, 631, 313]
divider: [484, 346, 631, 347]
divider: [484, 683, 631, 684]
item-paragraph: Virtue, the strength and beauty of the soul, / Is the best gift of heaven: a happiness, / That e'en above the smiles and frowns of fate / Exalts great Nature's favourites; a wealth / That ne'er encumbers, nor can be transfer'd. —Armstrong.: [484, 636, 631, 679]
divider: [484, 1294, 631, 1295]
article-paragraph: The filament in glow lamps gradually diminishes in diameter in consequence of the slow volatilisation of the carbon. A German firm introduces into the glass globe certain chemical compounds with a high boiling point; these, under the influence of the temperature in the lamp bulb, slowly give off vapours containing carbon, which is deposited on the filament, thus making up to a large extent for the loss referred to above, and keeping the resistance and also the brightness of the lamp more uniform throughout its useful life.: [326, 246, 473, 340]
items-list: [484, 265, 631, 1295]
divider: [800, 1434, 947, 1435]
divider: [484, 286, 631, 287]
story-paragraph: 'They will at least be more interesting than the newspaper that you are so deep in,' retorted Barbara, raising the window to receive the budget of mail matter. 'One, two, three for you, Meg, that you don't deserve, two for "The Misses," one for mamma, and one for me from Jack. That is good. I hope it is to say that he will be home soon. Let us see the invitations first. Nothing but tea-cards—odious teas. Now for Jack.': [9, 312, 157, 389]
recipe-title: PEA SOUP.: [846, 968, 901, 979]
divider: [958, 561, 1105, 562]
joke-item: Commercial Traveller (to newsboy at a Scottish railway station): 'I say, when does the next train go?' Boy (after scratching his head for an instant): 'A woo whiley after she whustles.': [958, 246, 1105, 280]
story-paragraph: 'His nose is certainly odd,' whispered Geoffrey, 'and he has light hair.': [168, 175, 315, 192]
article-paragraph: The writer of this article witnessed a curious taste displayed by a pet prairie-dog in the arrangement of the variously coloured rags with which it made its bed. It disposed of them in such a manner as to have the gayest colours uppermost; and if after with a theft it thus exposed, it seemed bereft of comfort. One could not but recollect how this tidy action affects our domestic toll; and taking a step higher up in the scale, recruiting sergeants know what a fascinating uniform it is. Indeed, one of them remarked that 'men and salmon were somewhat alike—you angled most successfully for either with a bright bait.': [642, 544, 789, 656]
